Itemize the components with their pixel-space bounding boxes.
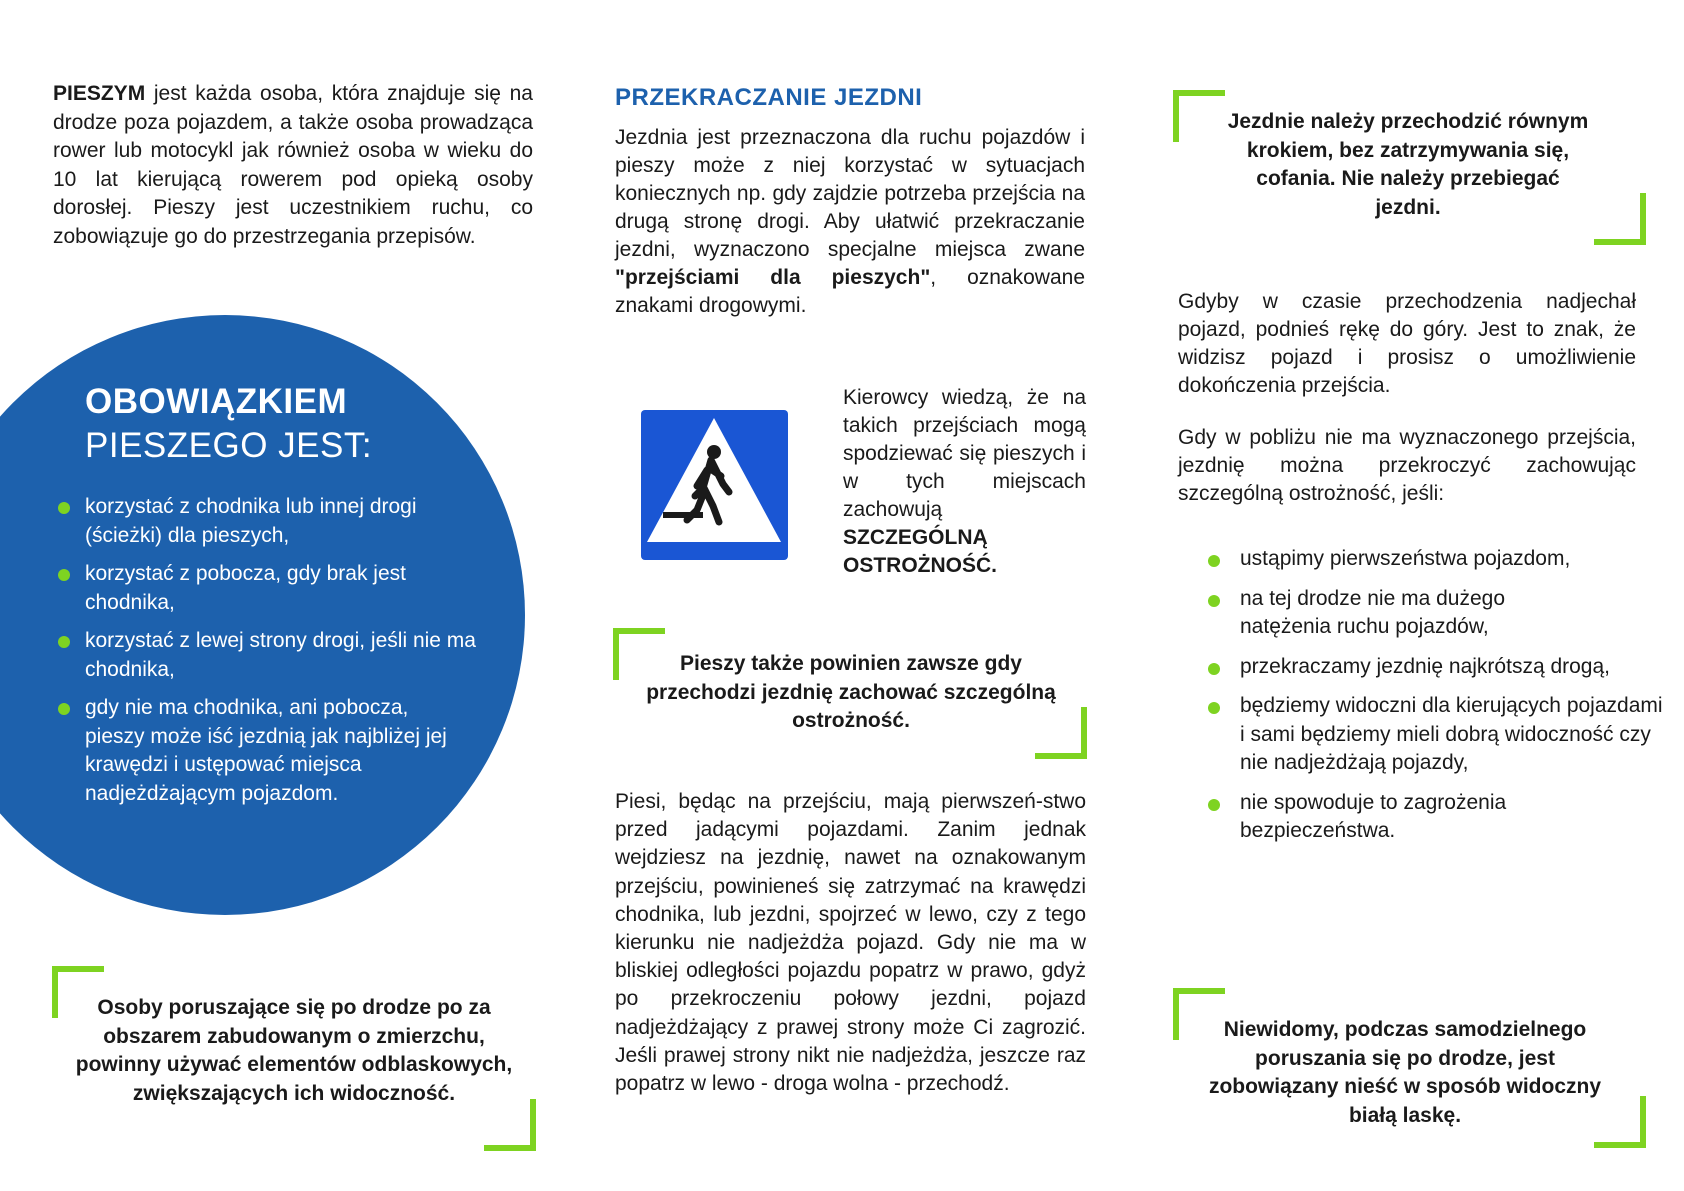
intro-definition: jest każda osoba, która znajduje się na drodze poza pojazdem, a także osoba prowadząca rower lub motocykl jak również osoba w wieku do 10 lat kierującą rowerem pod opieką osoby dorosłej. Pieszy jest uczestnikiem ruchu, co zobowiązuje go do przestrzegania przepisów. [53, 82, 533, 248]
duty-text: korzystać z lewej strony drogi, jeśli nie ma chodnika, [85, 629, 476, 681]
drivers-paragraph [843, 384, 1086, 580]
duties-title [85, 380, 372, 468]
duties-list [55, 493, 495, 818]
intro-term: PIESZYM [53, 82, 146, 105]
duty-text: korzystać z chodnika lub innej drogi (ścieżki) dla pieszych, [85, 495, 417, 547]
condition-item [1200, 585, 1600, 642]
pedestrian-crossing-sign-icon [641, 410, 788, 560]
corner-bracket-icon [1173, 90, 1225, 142]
bullet-icon [1208, 555, 1220, 567]
bullet-icon [58, 636, 70, 648]
bullet-icon [1208, 799, 1220, 811]
crossing-intro [615, 124, 1085, 320]
duty-item [55, 694, 455, 808]
blind-cane-text: Niewidomy, podczas samodzielnego poruszania się po drodze, jest zobowiązany nieść w sposób widoczny białą laskę. [1208, 1018, 1602, 1127]
bullet-icon [58, 569, 70, 581]
no-crossing-paragraph: Gdy w pobliżu nie ma wyznaczonego przejścia, jezdnię można przekroczyć zachowując szczególną ostrożność, jeśli: [1178, 426, 1636, 505]
bullet-icon [1208, 663, 1220, 675]
crossing-heading: PRZEKRACZANIE JEZDNI [615, 84, 923, 111]
crossing-intro-a: Jezdnia jest przeznaczona dla ruchu pojazdów i pieszy może z niej korzystać w sytuacjach koniecznych np. gdy zajdzie potrzeba przejścia na drugą stronę drogi. Aby ułatwić przekraczanie jezdni, wyznaczono specjalne miejsca zwane [615, 126, 1085, 261]
conditions-list [1200, 545, 1663, 857]
condition-text: będziemy widoczni dla kierujących pojazdami i sami będziemy mieli dobrą widoczność czy nie nadjeżdżają pojazdy, [1240, 694, 1663, 774]
condition-item [1200, 789, 1640, 846]
duties-title-bold: OBOWIĄZKIEM [85, 382, 348, 421]
caution-box [613, 628, 1087, 759]
crossing-intro-b: , oznakowane znakami drogowymi. [615, 266, 1085, 317]
duties-title-rest: PIESZEGO JEST: [85, 426, 373, 465]
bullet-icon [58, 502, 70, 514]
step-text: Jezdnie należy przechodzić równym krokiem, bez zatrzymywania się, cofania. Nie należy przebiegać jezdni. [1227, 110, 1589, 219]
duty-item [55, 627, 485, 684]
condition-text: przekraczamy jezdnię najkrótszą drogą, [1240, 654, 1611, 678]
caution-text: Pieszy także powinien zawsze gdy przechodzi jezdnię zachować szczególną ostrożność. [646, 652, 1056, 732]
bullet-icon [1208, 702, 1220, 714]
drivers-text: Kierowcy wiedzą, że na takich przejściach mogą spodziewać się pieszych i w tych miejscach zachowują [843, 386, 1086, 521]
bullet-icon [58, 703, 70, 715]
condition-text: nie spowoduje to zagrożenia bezpieczeństwa. [1240, 790, 1507, 842]
bullet-icon [1208, 595, 1220, 607]
condition-text: na tej drodze nie ma dużego natężenia ruchu pojazdów, [1240, 586, 1506, 638]
condition-item [1200, 545, 1660, 574]
reflective-text: Osoby poruszające się po drodze po za obszarem zabudowanym o zmierzchu, powinny używać elementów odblaskowych, zwiększających ich widoczność. [75, 996, 513, 1105]
condition-item [1200, 692, 1670, 778]
condition-item [1200, 653, 1640, 682]
duty-text: gdy nie ma chodnika, ani pobocza, pieszy może iść jezdnią jak najbliżej jej krawędzi i ustępować miejsca nadjeżdżającym pojazdom. [85, 696, 447, 805]
blind-cane-box [1173, 988, 1646, 1148]
duty-text: korzystać z pobocza, gdy brak jest chodnika, [85, 562, 406, 614]
crossing-rules-paragraph: Piesi, będąc na przejściu, mają pierwszeń-stwo przed jadącymi pojazdami. Zanim jednak wejdziesz na jezdnię, nawet na oznakowanym przejściu, powinieneś się zatrzymać na krawędzi chodnika, lub jezdni, spojrzeć w lewo, czy z tego kierunku nie nadjeżdża pojazd. Gdy nie ma w bliskiej odległości pojazdu popatrz w prawo, gdyż po przekroczeniu połowy jezdni, pojazd nadjeżdżający z prawej strony może Ci zagrozić. Jeśli prawej strony nikt nie nadjeżdża, jeszcze raz popatrz w lewo - droga wolna - przechodź. [615, 790, 1086, 1096]
intro-paragraph [53, 80, 533, 251]
duty-item [55, 560, 445, 617]
pedestrian-crossing-svg [641, 410, 788, 560]
crossing-term: "przejściami dla pieszych" [615, 266, 931, 289]
drivers-emphasis: SZCZEGÓLNĄ OSTROŻNOŚĆ. [843, 526, 998, 577]
hand-signal-paragraph: Gdyby w czasie przechodzenia nadjechał pojazd, podnieś rękę do góry. Jest to znak, że widzisz pojazd i prosisz o umożliwienie dokończenia przejścia. [1178, 290, 1636, 397]
reflective-box [52, 966, 536, 1151]
corner-bracket-icon [1594, 193, 1646, 245]
step-box [1173, 90, 1646, 245]
duty-item [55, 493, 425, 550]
condition-text: ustąpimy pierwszeństwa pojazdom, [1240, 547, 1571, 570]
